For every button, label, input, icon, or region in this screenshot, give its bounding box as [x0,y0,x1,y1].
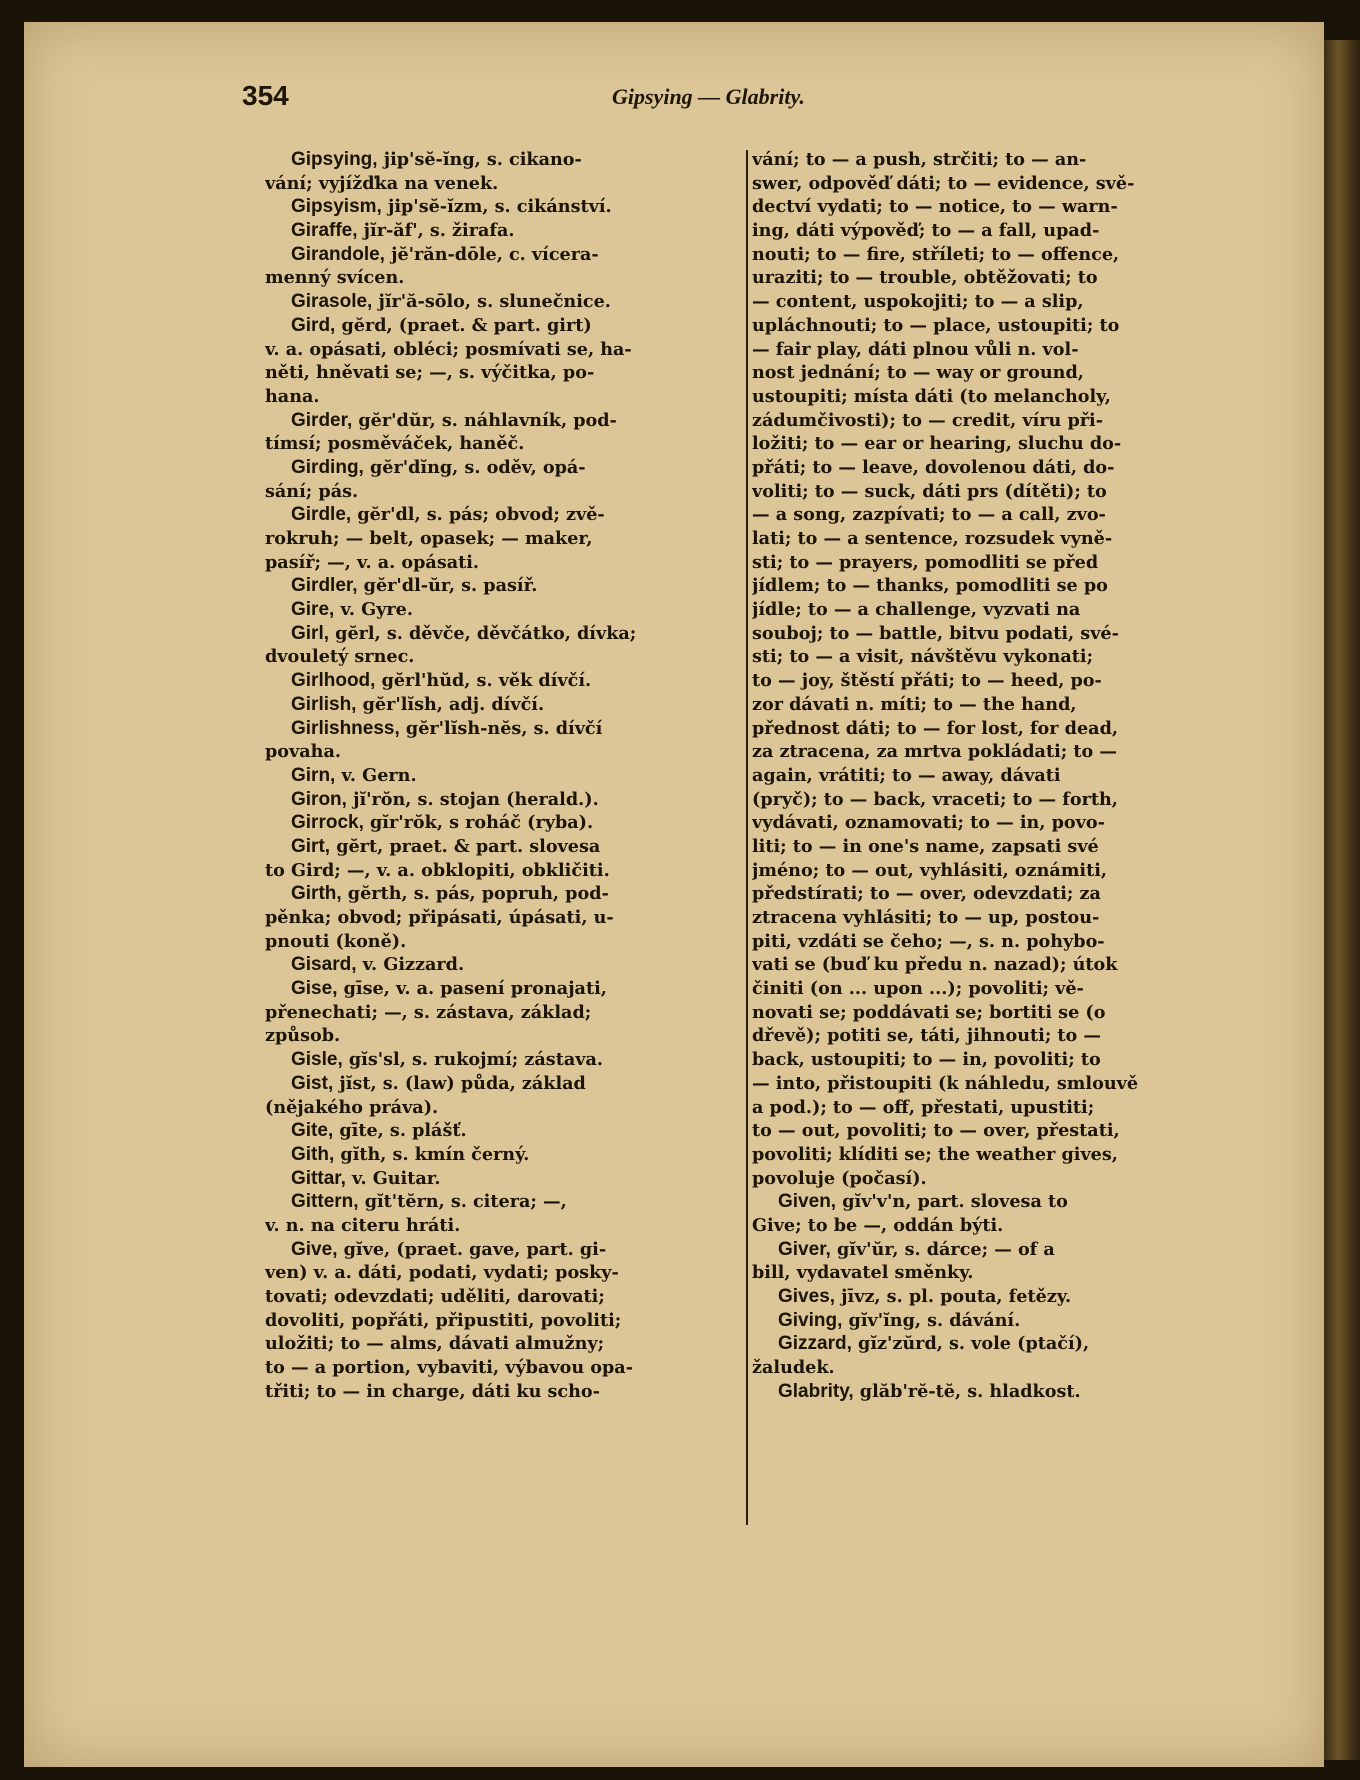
headword: Giving, [778,1309,843,1331]
headword: Glabrity, [778,1380,854,1402]
dictionary-line [265,622,745,646]
entry-text: gīse, v. a. pasení pronajati, [337,978,607,1000]
headword: Girandole, [291,243,385,265]
headword: Gisard, [291,954,357,976]
dictionary-line [752,574,1228,598]
entry-text: piti, vzdáti se čeho; —, s. n. pohybo- [752,930,1105,952]
dictionary-line [752,1238,1228,1262]
dictionary-line [752,977,1228,1001]
headword: Gire, [291,599,335,621]
dictionary-line [265,953,745,977]
headword: Giraffe, [291,220,358,242]
entry-text: dvouletý srnec. [265,646,415,668]
page-number: 354 [242,80,289,111]
entry-text: (pryč); to — back, vraceti; to — forth, [752,788,1118,810]
dictionary-line [752,859,1228,883]
dictionary-line [752,764,1228,788]
entry-text: — content, uspokojiti; to — a slip, [752,291,1084,313]
dictionary-line [265,314,745,338]
dictionary-line [265,930,745,954]
entry-text: gĭve, (praet. gave, part. gi- [337,1238,607,1260]
headword: Giron, [291,788,347,810]
entry-text: uraziti; to — trouble, obtěžovati; to [752,267,1098,289]
dictionary-line [265,835,745,859]
entry-text: dectví vydati; to — notice, to — warn- [752,196,1118,218]
entry-text: gĕrd, (praet. & part. girt) [335,314,592,336]
dictionary-line [265,172,745,196]
entry-text: hana. [265,385,320,407]
dictionary-line [752,432,1228,456]
dictionary-line [752,1380,1228,1404]
headword: Girth, [291,883,342,905]
entry-text: gĭv'ŭr, s. dárce; — of a [830,1238,1055,1260]
entry-text: again, vrátiti; to — away, dávati [752,764,1061,786]
dictionary-line [265,148,745,172]
entry-text: vati se (buď ku předu n. nazad); útok [752,954,1118,976]
dictionary-line [265,195,745,219]
headword: Girn, [291,764,336,786]
entry-text: činiti (on ... upon ...); povoliti; vě- [752,978,1084,1000]
headword: Girder, [291,409,353,431]
entry-text: jīvz, s. pl. pouta, fetězy. [835,1286,1072,1307]
dictionary-line [752,1167,1228,1191]
entry-text: dovoliti, popřáti, připustiti, povoliti; [265,1309,622,1331]
dictionary-line [752,930,1228,954]
dictionary-line [265,361,745,385]
dictionary-line [752,338,1228,362]
dictionary-line [752,1119,1228,1143]
dictionary-line [265,1356,745,1380]
entry-text: Give; to be —, oddán býti. [752,1214,1004,1236]
dictionary-line [752,1190,1228,1214]
entry-text: přenechati; —, s. zástava, základ; [265,1001,592,1023]
headword: Gipsying, [291,149,378,170]
headword: Girdle, [291,504,352,526]
headword: Girt, [291,835,331,857]
entry-text: — fair play, dáti plnou vůli n. vol- [752,338,1079,360]
entry-text: vání; vyjížďka na venek. [265,172,499,194]
dictionary-line [752,1143,1228,1167]
entry-text: ztracena vyhlásiti; to — up, postou- [752,907,1100,928]
dictionary-line [752,1332,1228,1356]
entry-text: gĭt'tĕrn, s. citera; —, [358,1191,567,1213]
entry-text: jĭr-ăf', s. žirafa. [357,220,515,242]
entry-text: pasíř; —, v. a. opásati. [265,551,480,573]
entry-text: gĕrl, s. děvče, děvčátko, dívka; [329,622,637,644]
entry-text: gĭth, s. kmín černý. [334,1143,530,1165]
dictionary-line [265,1380,745,1404]
dictionary-line [265,1096,745,1120]
dictionary-line [265,811,745,835]
entry-text: jméno; to — out, vyhlásiti, oznámiti, [752,859,1108,881]
column-divider [746,150,748,1525]
entry-text: sti; to — prayers, pomodliti se před [752,551,1099,573]
right-column [752,148,1228,1403]
dictionary-line [752,717,1228,741]
dictionary-line [752,361,1228,385]
dictionary-line [752,480,1228,504]
entry-text: přáti; to — leave, dovolenou dáti, do- [752,456,1115,478]
dictionary-line [752,740,1228,764]
dictionary-line [265,551,745,575]
dictionary-line [265,480,745,504]
book-binding-edge [1324,40,1360,1760]
dictionary-line [752,598,1228,622]
dictionary-line [265,788,745,812]
entry-text: ložiti; to — ear or hearing, sluchu do- [752,433,1122,455]
running-head: Gipsying — Glabrity. [612,84,805,109]
entry-text: to — out, povoliti; to — over, přestati, [752,1120,1120,1142]
dictionary-line [752,290,1228,314]
headword: Gist, [291,1072,334,1094]
dictionary-line [265,574,745,598]
entry-text: v. n. na citeru hráti. [265,1214,461,1236]
entry-text: — a song, zazpívati; to — a call, zvo- [752,504,1106,526]
dictionary-line [752,835,1228,859]
entry-text: ustoupiti; místa dáti (to melancholy, [752,385,1111,407]
headword: Giver, [778,1238,831,1260]
entry-text: žaludek. [752,1357,835,1379]
dictionary-line [752,551,1228,575]
entry-text: třiti; to — in charge, dáti ku scho- [265,1380,600,1402]
dictionary-line [752,1048,1228,1072]
headword: Gittern, [291,1191,359,1213]
dictionary-line [265,385,745,409]
entry-text: gĭr'rŏk, s roháč (ryba). [363,812,594,834]
entry-text: bill, vydavatel směnky. [752,1262,974,1284]
entry-text: zor dávati n. míti; to — the hand, [752,693,1077,715]
entry-text: jídlem; to — thanks, pomodliti se po [752,575,1108,597]
dictionary-line [752,266,1228,290]
dictionary-line [752,953,1228,977]
dictionary-line [752,645,1228,669]
entry-text: gĕr'dl-ŭr, s. pasíř. [357,575,538,597]
dictionary-line [752,882,1228,906]
entry-text: způsob. [265,1025,341,1047]
left-column [265,148,745,1403]
dictionary-line [265,338,745,362]
entry-text: v. Gizzard. [356,954,465,976]
dictionary-line [752,1356,1228,1380]
dictionary-line [265,1024,745,1048]
entry-text: gĭs'sl, s. rukojmí; zástava. [342,1049,603,1071]
dictionary-line [265,977,745,1001]
entry-text: v. Guitar. [345,1167,441,1189]
entry-text: dřevě); potiti se, táti, jihnouti; to — [752,1025,1102,1047]
entry-text: povaha. [265,741,341,763]
dictionary-line [752,1072,1228,1096]
dictionary-line [752,693,1228,717]
entry-text: gĕr'dŭr, s. náhlavník, pod- [352,409,617,431]
entry-text: gĕrt, praet. & part. slovesa [330,835,601,857]
entry-text: to Gird; —, v. a. obklopiti, obkličiti. [265,859,610,881]
dictionary-line [752,811,1228,835]
entry-text: gĕr'dĭng, s. oděv, opá- [363,456,586,478]
dictionary-line [752,243,1228,267]
entry-text: gīte, s. plášť. [333,1120,467,1142]
entry-text: gĭv'v'n, part. slovesa to [836,1191,1068,1213]
entry-text: přednost dáti; to — for lost, for dead, [752,717,1119,739]
dictionary-line [265,503,745,527]
page-header [242,58,922,118]
headword: Girasole, [291,291,373,313]
entry-text: a pod.); to — off, přestati, upustiti; [752,1096,1095,1118]
dictionary-line [265,1332,745,1356]
dictionary-line [752,385,1228,409]
entry-text: back, ustoupiti; to — in, povoliti; to [752,1049,1101,1071]
dictionary-line [265,290,745,314]
entry-text: tovati; odevzdati; uděliti, darovati; [265,1286,605,1307]
headword: Gittar, [291,1167,346,1189]
dictionary-line [752,456,1228,480]
entry-text: gĕr'dl, s. pás; obvod; zvě- [351,504,605,526]
entry-text: nost jednání; to — way or ground, [752,362,1084,384]
headword: Gith, [291,1143,335,1165]
dictionary-line [265,1119,745,1143]
dictionary-line [752,409,1228,433]
dictionary-line [265,219,745,243]
headword: Girding, [291,456,364,478]
entry-text: gĕr'lĭsh-nĕs, s. dívčí [399,717,603,739]
entry-text: souboj; to — battle, bitvu podati, své- [752,622,1119,644]
entry-text: povoliti; klíditi se; the weather gives, [752,1143,1118,1165]
dictionary-line [265,1261,745,1285]
dictionary-line [752,1096,1228,1120]
entry-text: jĕ'răn-dōle, c. vícera- [384,243,599,265]
dictionary-line [265,1190,745,1214]
headword: Gizzard, [778,1333,852,1355]
entry-text: gĕr'lĭsh, adj. dívčí. [356,693,545,715]
dictionary-line [752,172,1228,196]
dictionary-line [265,1048,745,1072]
entry-text: v. Gern. [335,764,417,786]
dictionary-line [752,1001,1228,1025]
entry-text: ing, dáti výpověď; to — a fall, upad- [752,220,1100,242]
dictionary-line [752,788,1228,812]
entry-text: zádumčivosti); to — credit, víru při- [752,409,1104,431]
entry-text: ven) v. a. dáti, podati, vydati; posky- [265,1262,619,1284]
dictionary-line [265,669,745,693]
entry-text: jip'sĕ-ĭzm, s. cikánství. [381,196,612,218]
headword: Girdler, [291,575,358,597]
entry-text: jĭr'ă-sōlo, s. slunečnice. [372,291,611,313]
entry-text: gĭz'zŭrd, s. vole (ptačí), [851,1333,1090,1355]
dictionary-line [265,1072,745,1096]
entry-text: gĭv'ĭng, s. dávání. [842,1309,1021,1331]
dictionary-line [265,1167,745,1191]
headword: Given, [778,1191,837,1213]
entry-text: to — joy, štěstí přáti; to — heed, po- [752,670,1102,692]
dictionary-line [752,669,1228,693]
entry-text: v. a. opásati, obléci; posmívati se, ha- [265,338,632,360]
entry-text: sti; to — a visit, návštěvu vykonati; [752,646,1094,668]
dictionary-line [752,906,1228,930]
dictionary-line [265,717,745,741]
dictionary-line [752,219,1228,243]
headword: Girrock, [291,812,364,834]
entry-text: rokruh; — belt, opasek; — maker, [265,528,593,549]
dictionary-line [265,764,745,788]
entry-text: povoluje (počasí). [752,1167,927,1189]
dictionary-line [752,195,1228,219]
headword: Gise, [291,978,338,1000]
headword: Gisle, [291,1049,343,1071]
entry-text: pěnka; obvod; připásati, úpásati, u- [265,907,614,928]
dictionary-line [265,645,745,669]
headword: Girlhood, [291,670,376,692]
entry-text: uložiti; to — alms, dávati almužny; [265,1333,605,1355]
entry-text: jĭst, s. (law) půda, základ [333,1072,586,1094]
headword: Give, [291,1238,338,1260]
dictionary-line [265,693,745,717]
entry-text: tímsí; posměváček, haněč. [265,433,525,455]
dictionary-line [265,1238,745,1262]
entry-text: upláchnouti; to — place, ustoupiti; to [752,314,1120,336]
entry-text: za ztracena, za mrtva pokládati; to — [752,741,1117,763]
entry-text: nouti; to — fire, stříleti; to — offence, [752,243,1120,265]
entry-text: menný svícen. [265,267,405,289]
dictionary-line [752,1214,1228,1238]
dictionary-line [265,266,745,290]
dictionary-line [265,598,745,622]
entry-text: to — a portion, vybaviti, výbavou opa- [265,1357,633,1379]
headword: Gite, [291,1120,334,1142]
entry-text: lati; to — a sentence, rozsudek vyně- [752,528,1113,549]
entry-text: — into, přistoupiti (k náhledu, smlouvě [752,1072,1139,1094]
entry-text: gĕrl'hŭd, s. věk dívčí. [375,670,592,692]
entry-text: jip'sĕ-ĭng, s. cikano- [377,149,582,170]
dictionary-line [265,1214,745,1238]
entry-text: liti; to — in one's name, zapsati své [752,835,1099,857]
entry-text: v. Gyre. [334,599,413,621]
dictionary-line [265,906,745,930]
headword: Gipsyism, [291,196,382,218]
entry-text: předstírati; to — over, odevzdati; za [752,883,1101,905]
dictionary-line [752,148,1228,172]
dictionary-line [752,622,1228,646]
dictionary-line [265,456,745,480]
dictionary-line [752,503,1228,527]
headword: Gives, [778,1286,836,1307]
entry-text: pnouti (koně). [265,930,407,952]
entry-text: něti, hněvati se; —, s. výčitka, po- [265,362,595,384]
dictionary-line [265,859,745,883]
dictionary-line [265,1309,745,1333]
dictionary-line [265,527,745,551]
dictionary-line [752,1024,1228,1048]
entry-text: voliti; to — suck, dáti prs (dítěti); to [752,480,1107,502]
entry-text: gĕrth, s. pás, popruh, pod- [341,883,609,905]
headword: Gird, [291,314,336,336]
dictionary-line [265,1143,745,1167]
entry-text: (nějakého práva). [265,1096,439,1118]
entry-text: jídle; to — a challenge, vyzvati na [752,599,1081,621]
entry-text: sání; pás. [265,480,359,502]
dictionary-line [752,1309,1228,1333]
headword: Girl, [291,622,330,644]
headword: Girlish, [291,693,357,715]
entry-text: novati se; poddávati se; bortiti se (o [752,1001,1106,1023]
entry-text: vání; to — a push, strčiti; to — an- [752,149,1087,170]
dictionary-line [752,314,1228,338]
dictionary-line [265,740,745,764]
entry-text: swer, odpověď dáti; to — evidence, svě- [752,172,1135,194]
dictionary-line [752,527,1228,551]
dictionary-line [265,243,745,267]
headword: Girlishness, [291,717,400,739]
entry-text: jĭ'rŏn, s. stojan (herald.). [346,788,599,810]
dictionary-line [752,1285,1228,1309]
dictionary-line [752,1261,1228,1285]
dictionary-line [265,409,745,433]
dictionary-line [265,432,745,456]
dictionary-line [265,1285,745,1309]
entry-text: glăb'rĕ-tĕ, s. hladkost. [853,1380,1081,1402]
entry-text: vydávati, oznamovati; to — in, povo- [752,812,1105,834]
dictionary-line [265,882,745,906]
dictionary-line [265,1001,745,1025]
